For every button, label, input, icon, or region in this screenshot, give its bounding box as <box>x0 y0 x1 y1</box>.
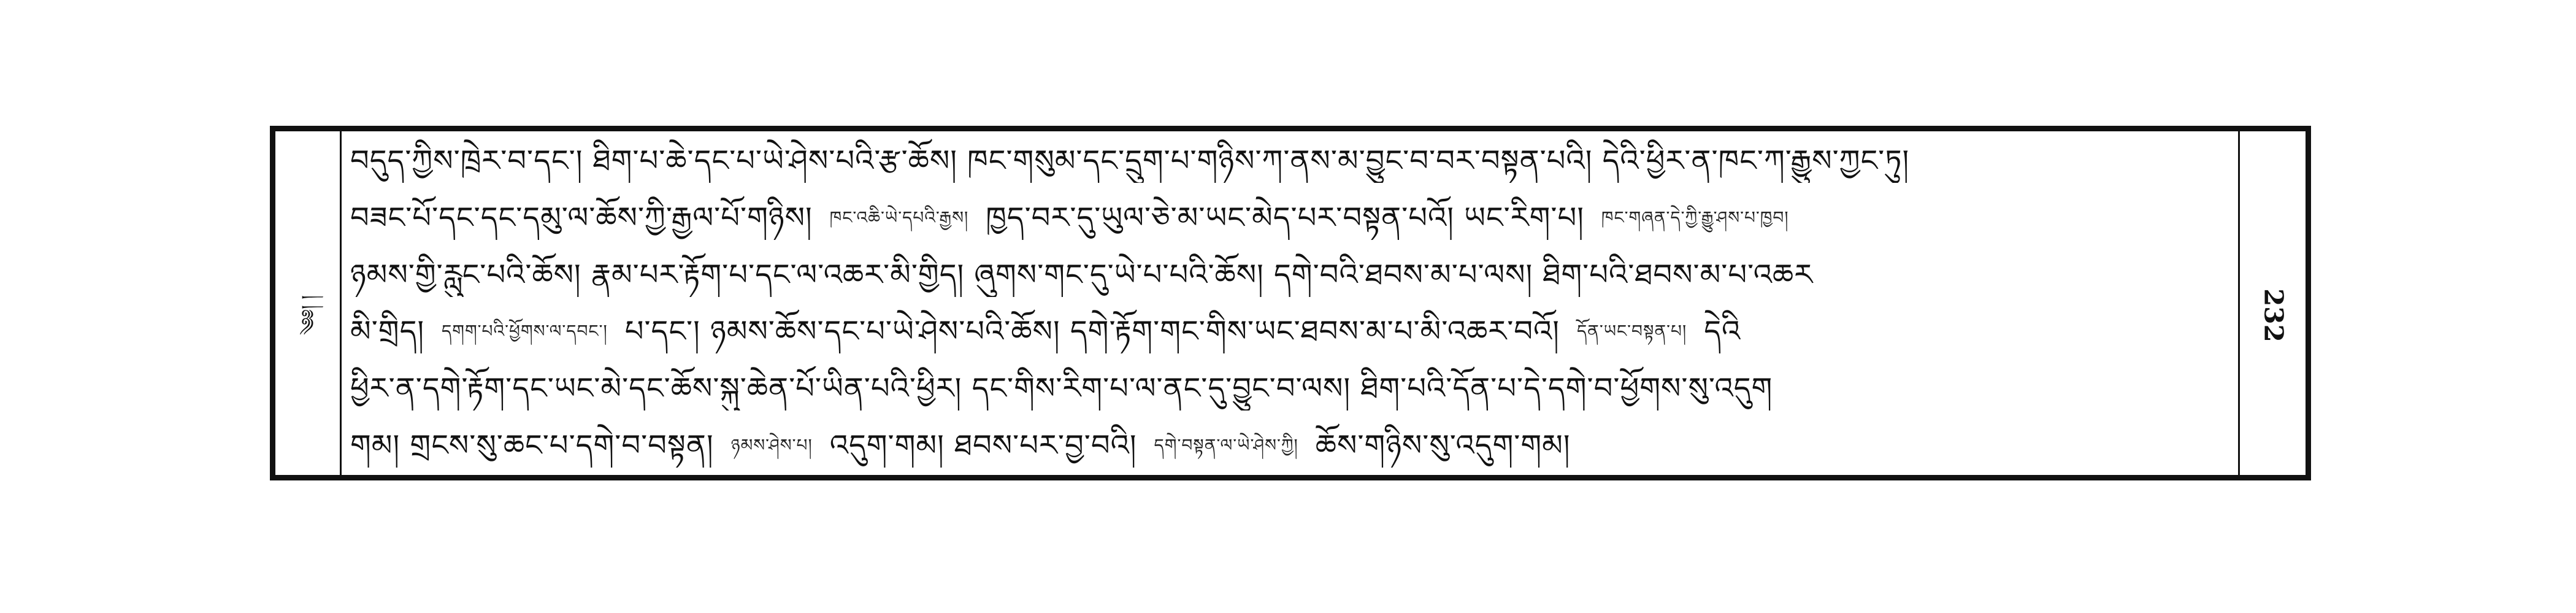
text-line-5 <box>350 366 2229 411</box>
text-line-2 <box>350 196 2229 240</box>
line-segment: བཟང་པོ་དང་དང་དམུ་ལ་ཆོས་ཀྱི་རྒྱལ་པོ་གཉིས། <box>350 200 813 235</box>
text-line-3 <box>350 253 2229 297</box>
line-segment: མི་གྲིད། <box>350 314 425 349</box>
line-segment: དེའི <box>1704 314 1741 349</box>
line-segment: ཕྱིར་ན་དགེ་རྟོག་དང་ཡང་མེ་དང་ཆོས་སྐུ་ཆེན་པོ་ཡིན་པའི་ཕྱིར། དང་གིས་རིག་པ་ལ་ནང་དུ་བྱུང་བ་ལས། ཐིག་པའི་དོན་པ་དེ་དགེ་བ་ཕྱོགས་སུ་འདུག <box>350 371 1773 406</box>
line-segment: ཆོས་གཉིས་སུ་འདུག་གམ། <box>1315 428 1571 463</box>
interlinear-note: ཉམས་ཤེས་པ། <box>730 434 813 455</box>
page-number: 232 <box>2258 288 2289 342</box>
line-segment: འདུག་གམ། ཐབས་པར་བྱ་བའི། <box>829 428 1137 463</box>
scripture-folio <box>270 126 2311 480</box>
line-segment: ཉམས་གྱི་རླུང་པའི་ཆོས། རྣམ་པར་རྟོག་པ་དང་ལ་འཆར་མི་གྱིད། ཞུགས་གང་དུ་ཡེ་པ་པའི་ཆོས། དགེ་བའི་ཐབས་མ་པ་ལས། ཐིག་པའི་ཐབས་མ་པ་འཆར <box>350 257 1814 292</box>
text-line-4 <box>350 309 2229 353</box>
margin-label: ༄༅། ། <box>298 295 320 336</box>
text-line-1 <box>350 139 2229 183</box>
line-segment: གམ། གྲངས་སུ་ཆང་པ་དགེ་བ་བསྟན། <box>350 428 714 463</box>
text-line-6 <box>350 423 2229 468</box>
line-segment: པ་དང་། ཉམས་ཆོས་དང་པ་ཡེ་ཤེས་པའི་ཆོས། དགེ་རྟོག་གང་གིས་ཡང་ཐབས་མ་པ་མི་འཆར་བའོ། <box>624 314 1560 349</box>
interlinear-note: དགེ་བསྟན་ལ་ཡེ་ཤེས་ཀྱི། <box>1154 434 1298 455</box>
right-margin <box>2238 131 2306 475</box>
interlinear-note: ཁང་འཆི་ཡེ་དཔའི་རྒྱས། <box>829 207 969 228</box>
interlinear-note: ཁང་གཞན་དེ་ཀྱི་རྒྱུ་ཤས་པ་ཁྱབ། <box>1601 207 1789 228</box>
interlinear-note: དོན་ཡང་བསྟན་པ། <box>1576 321 1687 342</box>
line-segment: ཁྱད་བར་དུ་ཡུལ་ཅེ་མ་ཡང་མེད་པར་བསྟན་པའོ། ཡང་རིག་པ། <box>986 200 1584 235</box>
left-margin <box>275 131 342 475</box>
interlinear-note: དགག་པའི་ཕྱོགས་ལ་དབང་། <box>442 321 608 342</box>
text-block <box>350 139 2229 468</box>
line-segment: བདུད་ཀྱིས་ཁྲེར་བ་དང་། ཐིག་པ་ཆེ་དང་པ་ཡེ་ཤེས་པའི་རྩ་ཆོས། ཁང་གསུམ་དང་དྲུག་པ་གཉིས་ཀ་ནས་མ་བྱུང་བ་བར་བསྟན་པའི། དེའི་ཕྱིར་ན་ཁང་ཀ་རྒྱུས་ཀྱང་ཏུ། <box>350 144 1910 178</box>
